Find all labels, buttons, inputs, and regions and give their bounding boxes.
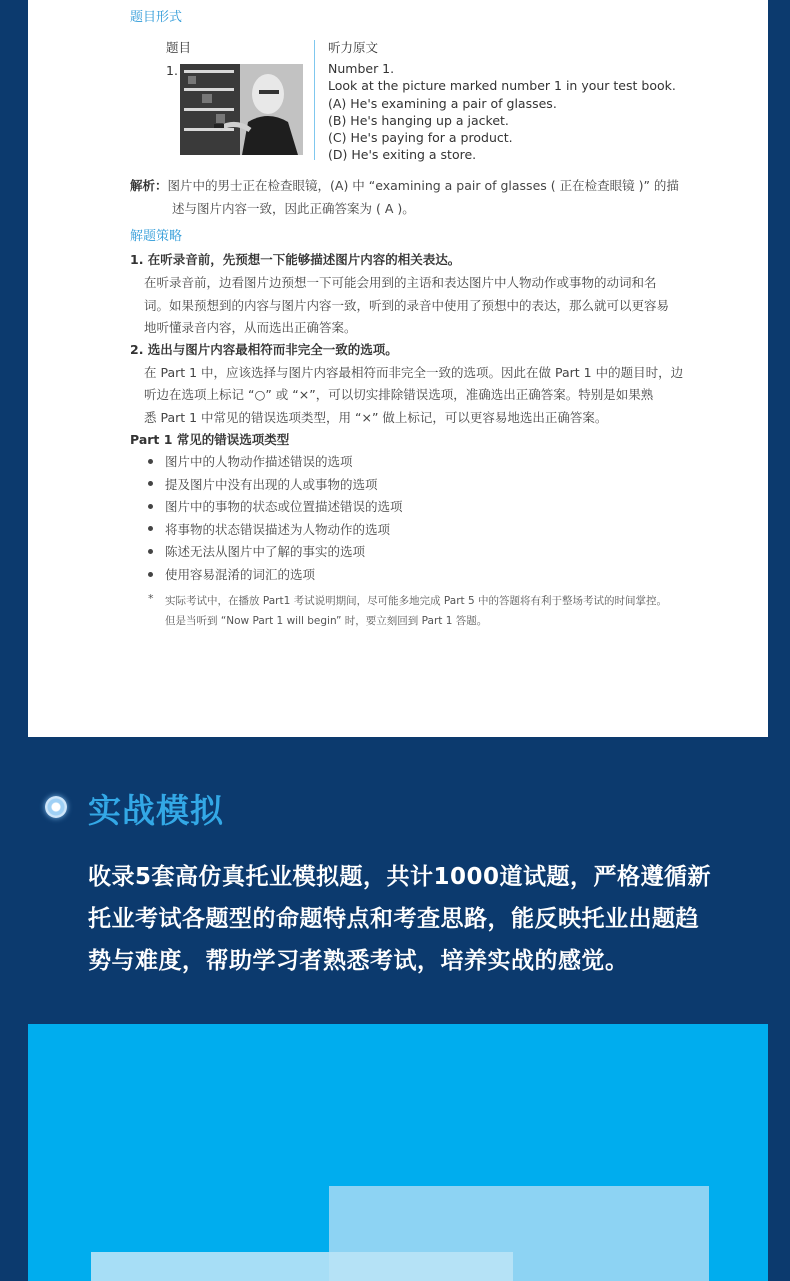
- strategy-1-line: 地听懂录音内容，从而选出正确答案。: [144, 320, 357, 335]
- note-star: *: [148, 592, 154, 605]
- error-type-item: 陈述无法从图片中了解的事实的选项: [165, 544, 366, 559]
- strategy-1-line: 词。如果预想到的内容与图片内容一致，听到的录音中使用了预想中的表达，那么就可以更容易: [144, 298, 670, 313]
- feature-paragraph-line: 势与难度，帮助学习者熟悉考试，培养实战的感觉。: [88, 948, 629, 974]
- bullet-dot: [148, 504, 153, 509]
- bullet-dot: [148, 549, 153, 554]
- note-line: 但是当听到 “Now Part 1 will begin” 时，要立刻回到 Part 1 答题。: [165, 615, 488, 627]
- strategy-2-line: 在 Part 1 中，应该选择与图片内容最相符而非完全一致的选项。因此在做 Part 1 中的题目时，边: [144, 365, 684, 380]
- column-header-script: 听力原文: [328, 40, 379, 55]
- script-line: Number 1.: [328, 61, 395, 76]
- bullet-dot: [148, 572, 153, 577]
- error-type-item: 使用容易混淆的词汇的选项: [165, 567, 316, 582]
- bullet-dot: [148, 459, 153, 464]
- script-line: (A) He's examining a pair of glasses.: [328, 95, 557, 111]
- analysis-line-2: 述与图片内容一致，因此正确答案为 ( A )。: [172, 201, 415, 216]
- column-divider: [314, 40, 315, 160]
- strategy-1-title: 1. 在听录音前，先预想一下能够描述图片内容的相关表达。: [130, 252, 461, 267]
- section-label-strategy: 解题策略: [130, 229, 183, 244]
- analysis-key: 解析：: [130, 178, 168, 193]
- script-line: Look at the picture marked number 1 in your test book.: [328, 78, 676, 94]
- analysis-line-1: [130, 176, 679, 194]
- listening-script: [328, 60, 676, 164]
- strategy-1-line: 在听录音前，边看图片边预想一下可能会用到的主语和表达图片中人物动作或事物的动词和名: [144, 275, 657, 290]
- error-type-item: 图片中的人物动作描述错误的选项: [165, 454, 353, 469]
- error-type-item: 提及图片中没有出现的人或事物的选项: [165, 477, 378, 492]
- strategy-2-line: 悉 Part 1 中常见的错误选项类型，用 “×” 做上标记，可以更容易地选出正确答案。: [144, 410, 608, 425]
- feature-paragraph-line: 收录5套高仿真托业模拟题，共计1000道试题，严格遵循新: [88, 864, 712, 890]
- question-number: 1.: [166, 63, 178, 78]
- script-line: (B) He's hanging up a jacket.: [328, 112, 509, 128]
- question-photo: [180, 64, 303, 155]
- feature-title: 实战模拟: [88, 791, 224, 830]
- decorative-tile: [91, 1252, 513, 1281]
- error-type-item: 将事物的状态错误描述为人物动作的选项: [165, 522, 391, 537]
- section-bullet-icon: [45, 796, 67, 818]
- section-label-format: 题目形式: [130, 10, 183, 25]
- strategy-2-line: 听边在选项上标记 “○” 或 “×”，可以切实排除错误选项，准确选出正确答案。特别是如果熟: [144, 387, 654, 402]
- bullet-dot: [148, 526, 153, 531]
- column-header-question: 题目: [166, 40, 192, 55]
- script-line: (D) He's exiting a store.: [328, 147, 477, 163]
- note-line: 实际考试中，在播放 Part1 考试说明期间，尽可能多地完成 Part 5 中的答题将有利于整场考试的时间掌控。: [165, 595, 668, 607]
- feature-paragraph-line: 托业考试各题型的命题特点和考查思路，能反映托业出题趋: [88, 906, 699, 932]
- analysis-text: 图片中的男士正在检查眼镜，(A) 中 “examining a pair of glasses ( 正在检查眼镜 )” 的描: [167, 178, 679, 193]
- bullet-dot: [148, 481, 153, 486]
- error-types-title: Part 1 常见的错误选项类型: [130, 432, 290, 447]
- script-line: (C) He's paying for a product.: [328, 130, 513, 146]
- strategy-2-title: 2. 选出与图片内容最相符而非完全一致的选项。: [130, 342, 398, 357]
- error-type-item: 图片中的事物的状态或位置描述错误的选项: [165, 499, 403, 514]
